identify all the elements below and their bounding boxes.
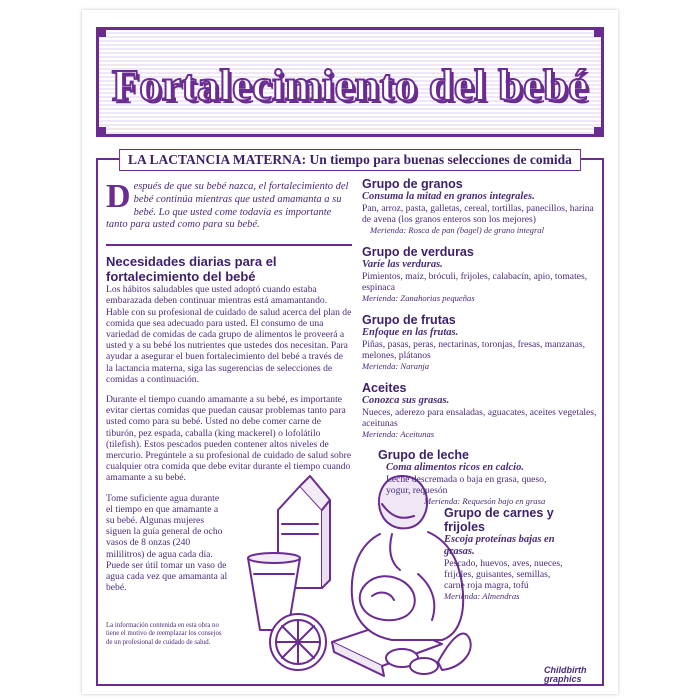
group-title: Grupo de carnes y frijoles xyxy=(444,506,554,534)
group-snack: Merienda: Zanahorias pequeñas xyxy=(362,293,475,303)
banner-corner xyxy=(96,27,106,37)
group-items: Leche descremada o baja en grasa, queso, yogur, requesón xyxy=(386,474,547,496)
group-subtitle: Varíe las verduras. xyxy=(362,259,443,270)
food-group-milk xyxy=(378,448,568,507)
food-group-vegetables xyxy=(362,245,600,304)
group-items: Pan, arroz, pasta, galletas, cereal, tortillas, panecillos, harina de avena (los granos enteros son los mejores) xyxy=(362,203,594,225)
intro-paragraph xyxy=(106,177,352,246)
group-snack: Merienda: Requesón bajo en grasa xyxy=(424,496,546,506)
food-group-grains xyxy=(362,177,600,236)
group-subtitle: Consuma la mitad en granos integrales. xyxy=(362,191,535,202)
needs-paragraph-2: Durante el tiempo cuando amamante a su bebé, es importante evitar ciertas comidas que puedan causar problemas tanto para usted como para su bebé. Usted no debe comer carne de tiburón, pez espada, caballa (king mackerel) o lofolátilo (tilefish). Estos pescados pueden contener altos niveles de mercurio. Pregúntele a su profesional de cuidado de salud sobre cualquier otra comida que debe evitar durante el tiempo cuando amamante a su bebé. xyxy=(106,394,352,484)
group-title: Aceites xyxy=(362,381,407,395)
needs-paragraph-1: Los hábitos saludables que usted adoptó cuando estaba embarazada deben continuar mientras está amamantando. Hable con su profesional de cuidado de salud acerca del plan de comida que sea adecuado para usted. El consumo de una variedad de comidas de cada grupo de alimentos le proveerá a usted y a su bebé los nutrientes que ustedes dos necesitan. Para ayudar a asegurar el buen fortalecimiento del bebé a través de la lactancia materna, siga las sugerencias de selecciones de comidas a continuación. xyxy=(106,284,352,385)
group-items: Nueces, aderezo para ensaladas, aguacates, aceites vegetales, aceitunas xyxy=(362,407,597,429)
logo-line: graphics xyxy=(544,674,582,684)
group-title: Grupo de granos xyxy=(362,177,463,191)
group-snack: Merienda: Naranja xyxy=(362,361,430,371)
egg-icon xyxy=(410,658,438,674)
needs-heading: Necesidades diarias para el fortalecimiento del bebé xyxy=(106,254,277,285)
banner-corner xyxy=(594,27,604,37)
food-group-meat xyxy=(444,506,564,602)
group-title: Grupo de verduras xyxy=(362,245,474,259)
drop-cap: D xyxy=(106,178,131,215)
group-title: Grupo de leche xyxy=(378,448,469,462)
group-items: Pescado, huevos, aves, nueces, frijoles, guisantes, semillas, carne roja magra, tofú xyxy=(444,558,563,591)
right-column xyxy=(362,177,600,449)
banner-corner xyxy=(594,127,604,137)
banner-corner xyxy=(96,127,106,137)
group-subtitle: Coma alimentos ricos en calcio. xyxy=(386,462,524,473)
group-items: Piñas, pasas, peras, nectarinas, toronjas, fresas, manzanas, melones, plátanos xyxy=(362,339,585,361)
logo-line: Childbirth xyxy=(544,665,587,675)
orange-slice-icon xyxy=(270,614,326,670)
page-title: Fortalecimiento del bebé xyxy=(111,61,589,110)
group-items: Pimientos, maíz, bróculi, frijoles, calabacín, apio, tomates, espinaca xyxy=(362,271,588,293)
group-subtitle: Enfoque en las frutas. xyxy=(362,327,459,338)
poster-sheet xyxy=(82,10,618,694)
group-subtitle: Escoja proteínas bajas en grasas. xyxy=(444,534,555,557)
group-snack: Merienda: Almendras xyxy=(444,591,520,601)
publisher-logo xyxy=(544,666,587,684)
group-snack: Merienda: Rosca de pan (bagel) de grano integral xyxy=(370,225,544,235)
water-paragraph: Tome suficiente agua durante el tiempo en que amamante a su bebé. Algunas mujeres siguen la guía general de ocho vasos de 8 onzas (240 mililitros) de agua cada día. Puede ser útil tomar un vaso de agua cada vez que amamanta al bebé. xyxy=(106,492,228,594)
food-group-fruits xyxy=(362,313,600,372)
group-subtitle: Conozca sus grasas. xyxy=(362,395,450,406)
section-subtitle: LA LACTANCIA MATERNA: Un tiempo para buenas selecciones de comida xyxy=(119,149,581,171)
group-title: Grupo de frutas xyxy=(362,313,456,327)
disclaimer-text: La información contenida en esta obra no tiene el motivo de reemplazar los consejos de un profesional de cuidado de salud. xyxy=(106,622,222,646)
title-banner xyxy=(96,27,604,137)
group-snack: Merienda: Aceitunas xyxy=(362,429,435,439)
food-group-oils xyxy=(362,381,600,440)
intro-text: espués de que su bebé nazca, el fortalecimiento del bebé continúa mientras que usted amamanta a su bebé. Lo que usted come todavía es importante tanto para usted como para su bebé. xyxy=(106,181,349,231)
